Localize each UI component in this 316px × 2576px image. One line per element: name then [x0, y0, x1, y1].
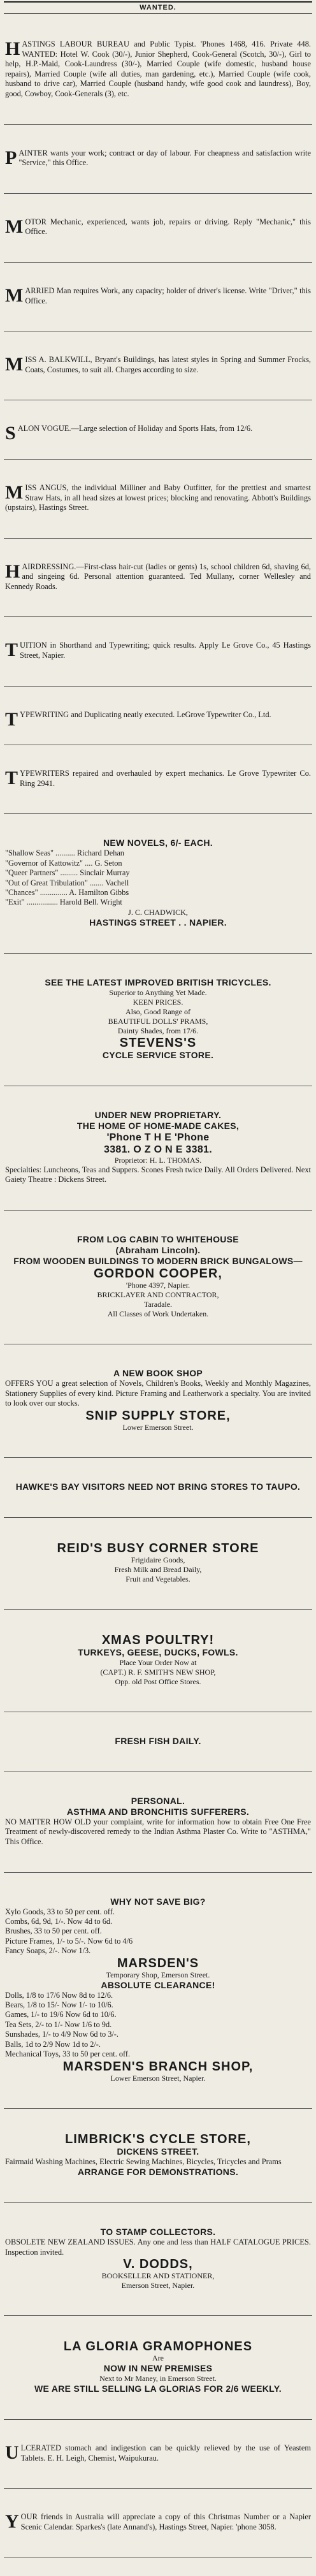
ad-line-sub: Proprietor: H. L. THOMAS. [114, 1155, 202, 1165]
ad-line-head: FROM LOG CABIN TO WHITEHOUSE (Abraham Lincoln). FROM WOODEN BUILDINGS TO MODERN BRICK BUNGALOWS— [13, 1234, 303, 1267]
ad-la-gloria [4, 2316, 312, 2420]
ad-line-head: TO STAMP COLLECTORS. [100, 2227, 216, 2238]
ad-line-head: FRESH FISH DAILY. [115, 1735, 201, 1746]
ad-line-head: ABSOLUTE CLEARANCE! [101, 1979, 215, 1990]
ad-v-dodds [4, 2203, 312, 2316]
ad-line-big: V. DODDS, [123, 2257, 193, 2272]
ad-line-sub: Place Your Order Now at (CAPT.) R. F. SMITH'S NEW SHOP, Opp. old Post Office Stores. [100, 1657, 216, 1686]
ad-new-novels [4, 814, 312, 953]
ad-motor-mechanic [4, 194, 312, 263]
ad-line-sub: Lower Emerson Street, Napier. [110, 2073, 206, 2083]
ad-line-list: Xylo Goods, 33 to 50 per cent. off. Combs, 6d, 9d, 1/-. Now 4d to 6d. Brushes, 33 to 50 per cent. off. Picture Frames, 1/- to 5/-. Now 6d to 4/6 Fancy Soaps, 2/-. Now 1/3. [5, 1907, 133, 1956]
ad-text: TUITION in Shorthand and Typewriting; quick results. Apply Le Grove Co., 45 Hastings Street, Napier. [5, 639, 311, 661]
ad-fresh-fish [4, 1712, 312, 1772]
ad-line-big: GORDON COOPER, [94, 1267, 222, 1281]
ad-line-head: HASTINGS STREET . . NAPIER. [89, 917, 227, 928]
ad-line-body: Fairmaid Washing Machines, Electric Sewing Machines, Bicycles, Tricycles and Prams [5, 2157, 282, 2166]
ad-line-big: REID'S BUSY CORNER STORE [57, 1541, 259, 1555]
ad-line-big: LA GLORIA GRAMOPHONES [63, 2340, 253, 2354]
ad-line-big: LIMBRICK'S CYCLE STORE, [65, 2132, 251, 2146]
ad-text: TYPEWRITING and Duplicating neatly executed. LeGrove Typewriter Co., Ltd. [5, 708, 271, 730]
ad-asthma [4, 1772, 312, 1873]
ad-line-sub: Superior to Anything Yet Made. KEEN PRICES. Also, Good Range of BEAUTIFUL DOLLS' PRAMS, Dainty Shades, from 17/6. [108, 987, 208, 1035]
ad-line-head: THE HOME OF HOME-MADE CAKES, [76, 1120, 240, 1131]
ad-line-sub: Are [152, 2354, 164, 2363]
ad-miss-angus [4, 460, 312, 539]
ad-line-body: OFFERS YOU a great selection of Novels, Children's Books, Weekly and Monthly Magazines, Stationery Supplies of every kind. Picture Framing and Leatherwork a specialty. You are invited to look over our stocks. [5, 1379, 311, 1408]
ad-line-list: Dolls, 1/8 to 17/6 Now 8d to 12/6. Bears, 1/8 to 15/- Now 1/- to 10/6. Games, 1/- to 19/6 Now 6d to 10/6. Tea Sets, 2/- to 1/- Now 1/6 to 9d. Sunshades, 1/- to 4/9 Now 6d to 3/-. Balls, 1d to 2/9 Now 1d to 2/-. Mechanical Toys, 33 to 50 per cent. off. [5, 1990, 131, 2059]
ad-line-big: STEVENS'S [119, 1035, 197, 1050]
ad-christmas-number [4, 2489, 312, 2558]
ad-ulcerated-stomach [4, 2420, 312, 2489]
ad-tuition [4, 617, 312, 686]
ads-list [4, 16, 312, 2558]
ad-line-head: SEE THE LATEST IMPROVED BRITISH TRICYCLES. [45, 977, 271, 987]
ad-line-head: ARRANGE FOR DEMONSTRATIONS. [77, 2167, 239, 2178]
ad-text: MOTOR Mechanic, experienced, wants job, repairs or driving. Reply "Mechanic," this Office. [5, 215, 311, 237]
ad-snip-supply-store [4, 1344, 312, 1458]
ad-xmas-poultry [4, 1610, 312, 1712]
section-title: WANTED. [4, 1, 312, 14]
ad-text: MARRIED Man requires Work, any capacity; holder of driver's license. Write "Driver," this Office. [5, 284, 311, 306]
ad-line-head: TURKEYS, GEESE, DUCKS, FOWLS. [78, 1647, 238, 1657]
ad-line-big: MARSDEN'S BRANCH SHOP, [62, 2059, 254, 2074]
ad-painter [4, 125, 312, 194]
ad-text: HASTINGS LABOUR BUREAU and Public Typist. 'Phones 1468, 416. Private 448. WANTED: Hotel W. Cook (30/-), Junior Shepherd, Cook-General (Scotch, 30/-), Girl to help, H.P.-Maid, Cook-Laundress (30/-), Married Couple (wife domestic, husband house repairs), Married Couple (wife all duties, man gardening, etc.), Married Couple (wife cook, husband to drive car), Married Couple (husband handy, wife good cook and laundress), Boy, good, Cowboy, Cook-Generals (3), etc. [5, 38, 311, 98]
ad-text: PAINTER wants your work; contract or day of labour. For cheapness and satisfaction write "Service," this Office. [5, 147, 311, 168]
ad-line-head: CYCLE SERVICE STORE. [102, 1049, 214, 1060]
ad-line-big: MARSDEN'S [117, 1956, 199, 1970]
ad-line-sub: Lower Emerson Street. [122, 1422, 194, 1432]
ad-line-body: Specialties: Luncheons, Teas and Suppers. Scones Fresh twice Daily. All Orders Delivered. Next Gaiety Theatre : Dickens Street. [5, 1165, 311, 1184]
ad-line-sub: BOOKSELLER AND STATIONER, Emerson Street, Napier. [101, 2271, 215, 2290]
ad-home-made-cakes [4, 1086, 312, 1211]
ad-line-head: HAWKE'S BAY VISITORS NEED NOT BRING STORES TO TAUPO. [15, 1481, 301, 1492]
ad-taupo [4, 1458, 312, 1518]
ad-line-head: PERSONAL. ASTHMA AND BRONCHITIS SUFFERERS. [66, 1795, 250, 1817]
ad-line-body: NO MATTER HOW OLD your complaint, write for information how to obtain Free One Free Treatment of newly-discovered remedy to the Indian Asthma Plaster Co. Write to "ASTHMA," This Office. [5, 1817, 311, 1847]
ad-married-man [4, 263, 312, 331]
ad-limbricks [4, 2109, 312, 2204]
ad-line-head: WHY NOT SAVE BIG? [110, 1896, 206, 1907]
ad-line-med: 'Phone T H E 'Phone 3381. O Z O N E 3381. [104, 1132, 212, 1155]
ad-line-head: UNDER NEW PROPRIETARY. [94, 1109, 222, 1120]
ad-text: HAIRDRESSING.—First-class hair-cut (ladies or gents) 1s, school children 6d, shaving 6d, and singeing 6d. Personal attention guaranteed. Ted Mullany, corner Wellesley and Kennedy Roads. [5, 560, 311, 591]
ad-line-sub: Frigidaire Goods, Fresh Milk and Bread Daily, Fruit and Vegetables. [114, 1555, 202, 1583]
ad-line-list: "Shallow Seas" .......... Richard Dehan "Governor of Kattowitz" .... G. Seton "Queer Partners" ......... Sinclair Murray "Out of Great Tribulation" ....... Vachell "Chances" .............. A. Hamilton Gibbs "Exit" ................ Harold Bell. Wright [5, 848, 130, 907]
ad-text: MISS ANGUS, the individual Milliner and Baby Outfitter, for the prettiest and smartest Straw Hats, in all head sizes at lowest prices; blocking and renovating. Abbott's Buildings (upstairs), Hastings Street. [5, 481, 311, 513]
ad-gordon-cooper [4, 1211, 312, 1344]
ad-text: MISS A. BALKWILL, Bryant's Buildings, has latest styles in Spring and Summer Frocks, Coats, Costumes, to suit all. Charges according to size. [5, 354, 311, 375]
ad-reids-busy-corner [4, 1518, 312, 1610]
ad-text: ULCERATED stomach and indigestion can be quickly relieved by the use of Yeastem Tablets. E. H. Leigh, Chemist, Waipukurau. [5, 2442, 311, 2464]
ad-line-sub: Temporary Shop, Emerson Street. [106, 1970, 210, 1979]
ad-line-sub: Next to Mr Maney, in Emerson Street. [99, 2374, 217, 2383]
ad-hastings-labour-bureau [4, 16, 312, 125]
ad-marsdens [4, 1873, 312, 2109]
ad-line-sub: 'Phone 4397, Napier. BRICKLAYER AND CONTRACTOR, Taradale. All Classes of Work Undertaken. [97, 1281, 219, 1319]
ad-text: SALON VOGUE.—Large selection of Holiday and Sports Hats, from 12/6. [5, 423, 253, 444]
ad-line-big: XMAS POULTRY! [101, 1633, 215, 1647]
ad-line-head: DICKENS STREET. [117, 2146, 199, 2157]
ad-stevens-cycle [4, 954, 312, 1086]
ad-text: TYPEWRITERS repaired and overhauled by expert mechanics. Le Grove Typewriter Co. Ring 2941. [5, 768, 311, 789]
ad-line-head: NEW NOVELS, 6/- EACH. [103, 838, 213, 848]
ad-line-sub: J. C. CHADWICK, [128, 907, 188, 917]
ad-line-head: NOW IN NEW PREMISES [103, 2363, 213, 2374]
ad-line-big: SNIP SUPPLY STORE, [85, 1408, 231, 1423]
ad-hairdressing [4, 539, 312, 618]
classified-column [4, 0, 312, 2558]
ad-line-head: A NEW BOOK SHOP [113, 1368, 203, 1379]
ad-line-body: OBSOLETE NEW ZEALAND ISSUES. Any one and less than HALF CATALOGUE PRICES. Inspection invited. [5, 2238, 311, 2257]
ad-salon-vogue [4, 400, 312, 460]
ad-typewriting [4, 687, 312, 746]
ad-typewriters [4, 745, 312, 814]
ad-text: YOUR friends in Australia will appreciate a copy of this Christmas Number or a Napier Scenic Calendar. Sparkes's (late Annand's), Hastings Street, Napier. 'phone 3058. [5, 2511, 311, 2533]
ad-line-head: WE ARE STILL SELLING LA GLORIAS FOR 2/6 WEEKLY. [34, 2383, 282, 2394]
ad-miss-balkwill [4, 331, 312, 400]
